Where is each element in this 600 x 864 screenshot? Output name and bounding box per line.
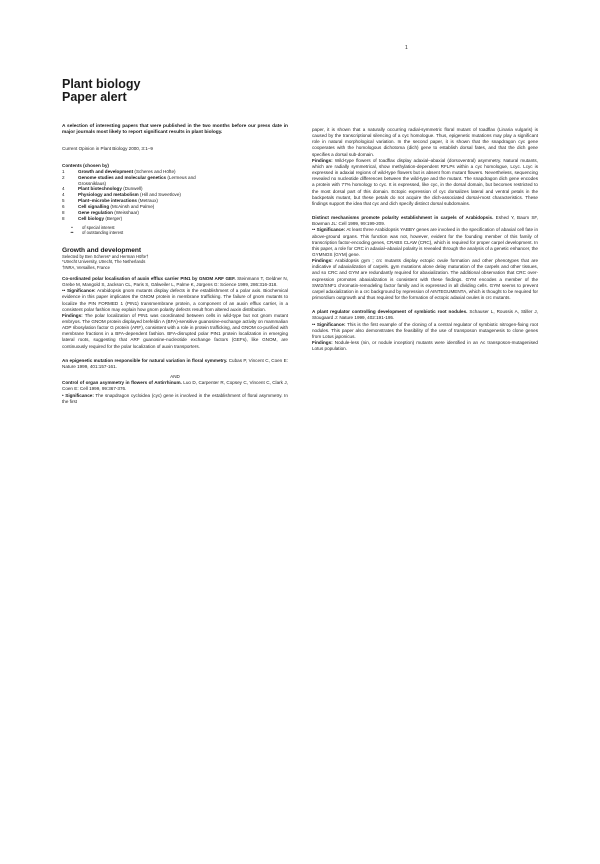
findings-label: Findings: [312, 157, 333, 163]
findings-text: Wild-type flowers of toadflax display adaxial–abaxial (dorsoventral) asymmetry. Natural mutants, which are radially symmetrical, show methylation-dependent RFLPs within a cyc homologue, Lcyc. Lcyc is expressed in adaxial regions of wild-type flowers but is absent from mutant flowers. Nevertheless, sequencing revealed no nucleotide differences between the wild-type and the mutant. The snapdragon dich gene encodes a protein with 77% homology to cyc. It is expressed, like cyc, in the dorsal domain, but becomes restricted to the most dorsal part of this domain. Ectopic expression of cyc dorsalizes lateral and ventral petals in the backpetals mutant, but these petals do not acquire the dich-associated dorsal-most characteristics. These findings support the idea that cyc and dich specify distinct dorsal subdomains. [312, 157, 538, 206]
legend-text: of special interest [82, 224, 115, 230]
paper-entry [62, 380, 288, 392]
paper-title: Distinct mechanisms promote polarity establishment in carpels of Arabidopsis. [312, 215, 494, 221]
paper-significance [62, 393, 288, 405]
page-title [62, 78, 140, 104]
paper-title: Control of organ asymmetry in flowers of Antirrhinum. [62, 380, 182, 386]
section-heading: Growth and development [62, 246, 142, 254]
contents-chooser: (McAinsh and Palme) [110, 204, 155, 210]
contents-num: 8 [62, 215, 65, 221]
paper-findings [62, 313, 288, 350]
paper-entry [312, 309, 538, 321]
journal-citation: Current Opinion in Plant Biology 2000, 3:1–9 [62, 146, 153, 152]
contents-num: 4 [62, 192, 65, 198]
findings-label: Findings: [62, 312, 83, 318]
contents-num: 6 [62, 204, 65, 210]
selected-by: Selected by Ben Scheres* and Herman Höfte† [62, 254, 149, 260]
contents-item [62, 216, 288, 222]
contents-chooser: (Dunwell) [123, 186, 143, 192]
contents-topic: Growth and development [78, 168, 134, 174]
paper-significance [312, 322, 538, 340]
paper-authors: Cubas P, Vincent C, Coen E: Nature 1999, 401:157-161. [62, 357, 288, 369]
right-column [312, 127, 538, 352]
contents-topic: Gene regulation [78, 210, 113, 216]
legend-symbol: • [71, 224, 73, 230]
paper-entry [62, 358, 288, 370]
significance-label: • Significance: [62, 392, 94, 398]
significance-label: •• Significance: [312, 321, 346, 327]
paper-significance [312, 227, 538, 258]
contents-topic: Cell signalling [78, 204, 110, 210]
paper-entry [312, 215, 538, 227]
paper-significance [62, 288, 288, 313]
contents-chooser: (Lermeus and [167, 174, 196, 180]
affiliation-2: †INRA, Versailles, France [62, 264, 110, 270]
paper-authors: Steinmann T, Geldner N, Grebe M, Mangold S, Jackson CL, Paris S, Gälweiler L, Palme K, Jürgens G: Science 1999, 286:316-318. [62, 275, 289, 288]
contents-chooser: (Hill and Sweetlove) [140, 192, 181, 198]
significance-text: Arabidopsis gnom mutants display defects in the establishment of a polar axis. Biochemical evidence in this paper implicates the GNOM protein in membrane trafficking. The failure of gnom mutants to localize the PIN FORMED 1 (PIN1) transmembrane protein, a component of an auxin efflux carrier, in a consistent polar fashion may explain how gnom polarity defects result from altered auxin distribution. [62, 288, 288, 312]
contents-chooser: (Weisshaar) [114, 210, 139, 216]
contents-chooser: (Metraux) [138, 198, 158, 204]
paper-findings [312, 158, 538, 207]
paper-authors: Schauser L, Roussis A, Stiller J, Stougaard J: Nature 1999, 402:191-195. [312, 309, 538, 321]
findings-label: Findings: [312, 258, 333, 264]
legend-text: of outstanding interest [82, 230, 124, 236]
contents-topic: Cell biology [78, 215, 105, 221]
contents-topic: Genome studies and molecular genetics [78, 174, 167, 180]
and-separator: AND [170, 374, 180, 380]
contents-topic: Plant biotechnology [78, 186, 122, 192]
paper-title: Co-ordinated polar localisation of auxin efflux carrier PIN1 by GNOM ARF GEF. [62, 275, 236, 281]
title-line-2: Paper alert [62, 90, 127, 104]
paper-title: A plant regulator controlling development of symbiotic root nodules. [312, 309, 468, 315]
significance-label: •• Significance: [312, 227, 346, 233]
findings-label: Findings: [312, 340, 333, 345]
significance-text: At least three Arabidopsis YABBY genes are involved in the specification of abaxial cell fate in above-ground organs. This function was not, however, evident for the founding member of this family of transcription factor-encoding genes, CRABS CLAW (CRC), which is required for proper carpel development. In this paper, a role for CRC in adaxial–abaxial polarity is revealed through the analysis of a genetic enhancer, the GYMNOS (GYM) gene. [312, 227, 538, 257]
legend-item [62, 230, 288, 235]
title-line-1: Plant biology [62, 77, 141, 91]
paper-entry [62, 276, 288, 288]
paper-findings [312, 258, 538, 301]
left-column [62, 124, 288, 405]
paper-findings [312, 340, 538, 352]
significance-label: •• Significance: [62, 288, 96, 294]
contents-heading: Contents (chosen by) [62, 162, 109, 168]
findings-text: Arabidopsis gym ; crc mutants display ectopic ovule formation and other phenotypes that are indicative of adaxialization of carpels. gym mutations alone delay maturation of the carpels and other tissues, and so CRC and GYM are redundantly required for abaxialization. The additional observation that CRC over-expression promotes abaxialization is consistent with these findings. GYM encodes a member of the SWI2/SNF1 chromatin-remodeling factor family and is expressed in all dividing cells. GYM seems to prevent carpel adaxialization in a crc background by repression of AINTEGUMENTA, which is thought to be required for primordium outgrowth and thus required for the formation of ectopic adaxial ovules in crc mutants. [312, 258, 538, 301]
paper-authors: Luo D, Carpenter R, Copsey C, Vincent C, Clark J, Coen E: Cell 1999, 99:367-376. [62, 380, 288, 392]
contents-topic: Plant–microbe interactions [78, 198, 137, 204]
significance-text: The snapdragon cycloidea (cyc) gene is involved in the establishment of floral asymmetry. In the first [62, 392, 288, 404]
significance-text: This is the first example of the cloning of a central regulator of symbiotic nitrogen-fixing root nodules. This paper also demonstrates the feasibility of the use of transposon mutagenesis to clone genes from Lotus japonicus. [312, 321, 538, 339]
legend-symbol: •• [70, 230, 74, 236]
contents-num: 1 [62, 168, 65, 174]
contents-topic: Physiology and metabolism [78, 192, 139, 198]
contents-list [62, 169, 288, 222]
contents-chooser: (Scheres and Höfte) [134, 168, 176, 174]
contents-num: 4 [62, 186, 65, 192]
findings-text: The polar localization of PIN1 was coordinated between cells in wild-type but not gnom mutant embryos. The GNOM protein displayed brefeldin A (BFA)-sensitive guanosine-exchange activity on mammalian ADP ribosylation factor G protein (ARF), consistent with a role in protein trafficking, and GNOM co-purified with membrane fractions in a BFA-dependent fashion. BFA-disrupted polar PIN1 protein localization in emerging lateral roots, suggesting that ARF guanosine-nucleotide exchange factors (GEFs), like GNOM, are continuously required for the polar localization of auxin transporters. [62, 312, 288, 349]
intro-paragraph: A selection of interesting papers that were published in the two months before our press date in major journals most likely to report significant results in plant biology. [62, 124, 288, 136]
affiliation-1: *Utrecht University, Utrecht, The Netherlands [62, 259, 146, 265]
contents-num: 5 [62, 198, 65, 204]
paper-title: An epigenetic mutation responsible for natural variation in floral symmetry. [62, 357, 228, 363]
contents-num: 2 [62, 174, 65, 180]
paper-continuation: paper, it is shown that a naturally occurring radial-symmetric floral mutant of toadflax (Linaria vulgaris) is caused by the transcriptional silencing of a cyc homologue. Thus, epigenetic mutations may play a significant role in natural morphological variation. In the second paper, it is shown that the snapdragon cyc gene cooperates with the homologous dichotoma (dich) gene to establish dorsal fates, and that the dich gene specifies a dorsal sub-domain. [312, 127, 538, 157]
contents-num: 8 [62, 210, 65, 216]
paper-authors: Eshed Y, Baum SF, Bowman JL: Cell 1999, 99:199-209. [312, 215, 538, 227]
findings-text: Nodule-less (nin, or nodule inception) mutants were identified in an Ac transposon-mutagenised Lotus population. [312, 340, 538, 352]
interest-legend [62, 225, 288, 236]
contents-chooser: (Berger) [105, 215, 123, 221]
page-number: 1 [405, 45, 408, 51]
contents-chooser: Grossniklaus) [78, 180, 107, 186]
